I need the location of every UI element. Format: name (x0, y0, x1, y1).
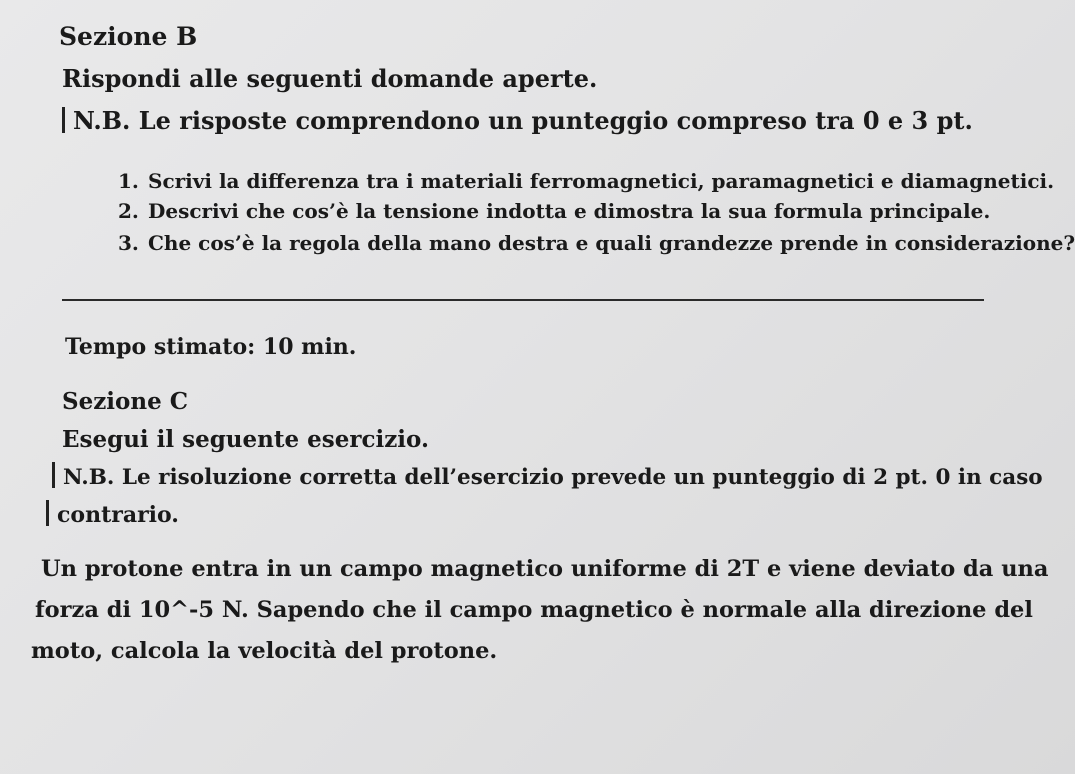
section-c-note-continued (46, 500, 179, 528)
estimated-time: Tempo stimato: 10 min. (65, 334, 357, 360)
note-bar (46, 500, 49, 526)
section-c-note-text: N.B. Le risoluzione corretta dell’esercizio prevede un punteggio di 2 pt. 0 in caso (63, 465, 1043, 490)
section-c-note (52, 462, 1043, 490)
exercise-text-line: moto, calcola la velocità del protone. (31, 638, 498, 664)
question-number: 2. (118, 199, 139, 223)
question-number: 1. (118, 169, 139, 193)
question-item (118, 231, 1075, 255)
section-c-note-text-2: contrario. (57, 502, 179, 528)
exercise-text-line: forza di 10^-5 N. Sapendo che il campo magnetico è normale alla direzione del (35, 597, 1033, 623)
section-c-title: Sezione C (62, 388, 189, 415)
section-b-title: Sezione B (59, 22, 198, 51)
exercise-text-line: Un protone entra in un campo magnetico uniforme di 2T e viene deviato da una (41, 556, 1049, 582)
question-item (118, 199, 990, 223)
question-text: Descrivi che cos’è la tensione indotta e dimostra la sua formula principale. (148, 199, 991, 223)
note-bar (62, 107, 65, 133)
section-b-note-text: N.B. Le risposte comprendono un punteggio compreso tra 0 e 3 pt. (73, 106, 973, 135)
question-text: Scrivi la differenza tra i materiali ferromagnetici, paramagnetici e diamagnetici. (148, 169, 1055, 193)
question-text: Che cos’è la regola della mano destra e quali grandezze prende in considerazione? (148, 231, 1075, 255)
section-c-instruction: Esegui il seguente esercizio. (62, 426, 429, 453)
question-item (118, 169, 1054, 193)
question-number: 3. (118, 231, 139, 255)
note-bar (52, 462, 55, 488)
section-b-instruction: Rispondi alle seguenti domande aperte. (62, 64, 598, 93)
divider (62, 299, 984, 301)
section-b-note (62, 106, 973, 135)
